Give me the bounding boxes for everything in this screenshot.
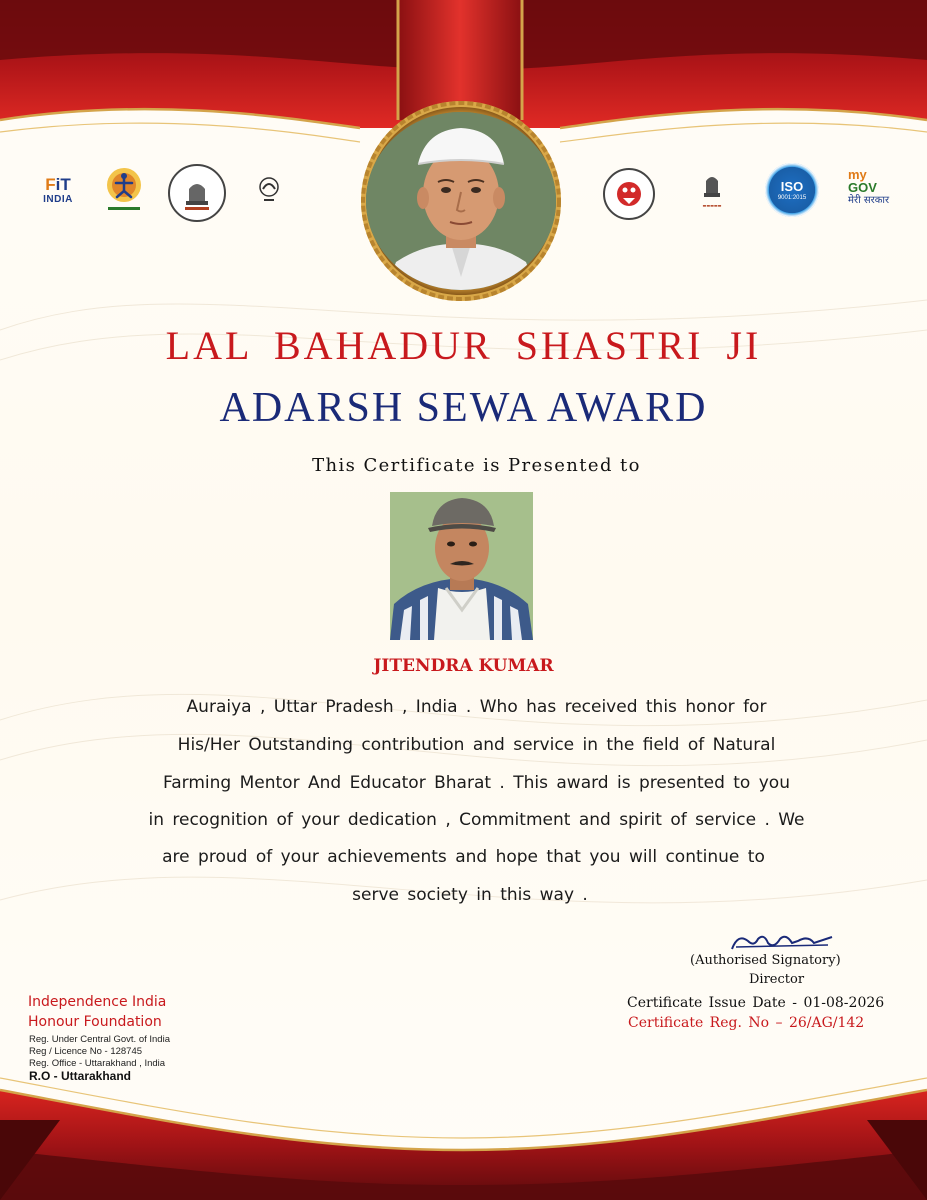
- authorised-signatory-label: (Authorised Signatory): [690, 953, 841, 968]
- mygov-logo-hindi: मेरी सरकार: [848, 195, 890, 206]
- yoga-day-logo: [102, 165, 146, 215]
- recipient-name: JITENDRA KUMAR: [373, 656, 554, 676]
- foundation-name-line1: Independence India: [28, 994, 167, 1010]
- hands-emblem-icon: [258, 175, 280, 205]
- ministry-emblem-logo: [686, 164, 738, 214]
- mygov-logo-gov: GOV: [848, 180, 877, 195]
- director-label: Director: [749, 972, 805, 987]
- msme-emblem-logo: [168, 164, 226, 222]
- director-signature: [728, 931, 838, 955]
- recipient-photo-illustration: [390, 492, 533, 640]
- health-mission-icon: [609, 174, 649, 214]
- iso-certification-logo: [765, 163, 819, 217]
- lal-bahadur-shastri-portrait: [366, 112, 556, 290]
- fit-india-logo-text: FiT: [45, 174, 71, 194]
- iso-logo-number: 9001:2015: [777, 194, 807, 201]
- certificate-body-line-3: Farming Mentor And Educator Bharat . This award is presented to you: [163, 773, 790, 793]
- foundation-reg-govt: Reg. Under Central Govt. of India: [29, 1034, 170, 1045]
- recipient-photo: [390, 492, 533, 640]
- national-health-mission-logo: [603, 168, 655, 220]
- mygov-logo-my: my: [848, 167, 867, 182]
- certificate-body-line-2: His/Her Outstanding contribution and service in the field of Natural: [177, 735, 776, 755]
- fit-india-logo-subtext: INDIA: [43, 193, 73, 205]
- certificate-reg-number: Certificate Reg. No – 26/AG/142: [628, 1015, 865, 1031]
- ministry-caption-line: ▬▬▬▬▬: [702, 202, 722, 208]
- presented-to-text: This Certificate is Presented to: [312, 455, 641, 476]
- certificate-body-line-6: serve society in this way .: [352, 885, 588, 905]
- foundation-licence: Reg / Licence No - 128745: [29, 1046, 143, 1057]
- portrait-illustration: [366, 112, 556, 290]
- certificate-body-line-4: in recognition of your dedication , Commitment and spirit of service . We: [148, 810, 805, 830]
- award-title-line2: ADARSH SEWA AWARD: [219, 385, 708, 431]
- foundation-name-line2: Honour Foundation: [28, 1014, 162, 1030]
- foundation-regional-office: R.O - Uttarakhand: [29, 1069, 132, 1083]
- foundation-office: Reg. Office - Uttarakhand , India: [29, 1058, 166, 1069]
- certificate-body-line-1: Auraiya , Uttar Pradesh , India . Who has received this honor for: [186, 697, 767, 717]
- certificate-issue-date: Certificate Issue Date - 01-08-2026: [627, 995, 885, 1011]
- nhrc-logo: [258, 168, 328, 212]
- award-title-line1: LAL BAHADUR SHASTRI JI: [165, 323, 762, 368]
- certificate-body-line-5: are proud of your achievements and hope that you will continue to: [162, 847, 765, 867]
- yoga-figure-icon: [102, 165, 146, 215]
- lion-capital-icon: [700, 171, 724, 201]
- mygov-logo: [848, 165, 900, 209]
- iso-logo-text: ISO: [780, 178, 804, 194]
- lion-emblem-icon: [175, 171, 219, 215]
- fit-india-logo: [34, 170, 82, 210]
